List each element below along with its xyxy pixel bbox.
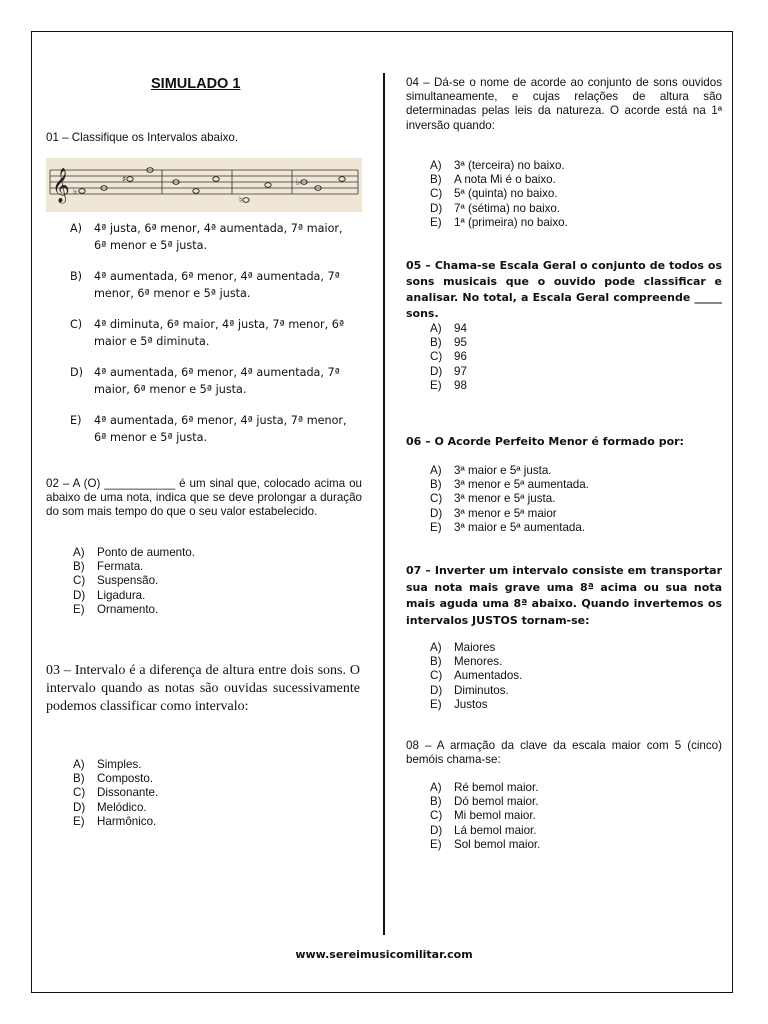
option-c[interactable]: C) Suspensão.: [73, 574, 159, 588]
option-b[interactable]: B) Composto.: [73, 772, 154, 786]
question-4-options: [430, 159, 720, 230]
question-8-options: [430, 781, 720, 852]
question-1-text: 01 – Classifique os Intervalos abaixo.: [46, 131, 239, 144]
option-b[interactable]: B) 3ª menor e 5ª aumentada.: [430, 478, 589, 492]
option-a[interactable]: A) Ré bemol maior.: [430, 781, 539, 794]
question-7-text: 07 – Inverter um intervalo consiste em transportar sua nota mais grave uma 8ª acima ou sua nota mais aguda uma 8ª abaixo. Quando invertemos os intervalos JUSTOS tornam-se:: [406, 564, 722, 627]
page-title: SIMULADO 1: [151, 76, 241, 92]
option-d[interactable]: D) Diminutos.: [430, 683, 509, 697]
svg-text:♭: ♭: [296, 178, 301, 188]
question-3-options: [73, 758, 353, 829]
option-e[interactable]: E) Sol bemol maior.: [430, 837, 541, 851]
column-divider: [383, 73, 385, 935]
option-c[interactable]: C) 96: [430, 350, 467, 364]
option-b[interactable]: B) Dó bemol maior.: [430, 795, 539, 809]
svg-text:♯: ♯: [122, 175, 127, 185]
question-2-options: [73, 546, 353, 617]
option-b[interactable]: B) Fermata.: [73, 560, 144, 574]
svg-text:𝄞: 𝄞: [52, 168, 70, 203]
option-a[interactable]: A) Maiores: [430, 641, 496, 654]
question-1-options: [70, 221, 353, 461]
option-d[interactable]: D) 97: [430, 364, 467, 378]
option-d[interactable]: D) 3ª menor e 5ª maior: [430, 506, 557, 520]
option-c[interactable]: C) Dissonante.: [73, 786, 159, 800]
option-b[interactable]: B) 95: [430, 336, 467, 350]
option-d[interactable]: D) Melódico.: [73, 800, 147, 814]
option-d[interactable]: D) 4ª aumentada, 6ª menor, 4ª aumentada, 7ª maior, 6ª menor e 5ª justa.: [70, 366, 340, 397]
option-e[interactable]: E) Justos: [430, 697, 488, 711]
option-c[interactable]: C) Mi bemol maior.: [430, 809, 536, 823]
option-d[interactable]: D) Lá bemol maior.: [430, 823, 537, 837]
option-c[interactable]: C) 3ª menor e 5ª justa.: [430, 492, 556, 506]
svg-text:♭: ♭: [73, 187, 78, 197]
option-e[interactable]: E) 3ª maior e 5ª aumentada.: [430, 520, 586, 534]
option-d[interactable]: D) 7ª (sétima) no baixo.: [430, 201, 561, 215]
option-a[interactable]: A) Ponto de aumento.: [73, 546, 195, 559]
option-b[interactable]: B) 4ª aumentada, 6ª menor, 4ª aumentada, 7ª menor, 6ª menor e 5ª justa.: [70, 270, 340, 300]
option-c[interactable]: C) 4ª diminuta, 6ª maior, 4ª justa, 7ª menor, 6ª maior e 5ª diminuta.: [70, 318, 345, 348]
question-3-text: 03 – Intervalo é a diferença de altura entre dois sons. O intervalo quando as notas são ouvidas sucessivamente podemos classificar como intervalo:: [46, 663, 360, 714]
option-d[interactable]: D) Ligadura.: [73, 588, 146, 602]
music-staff-image: [46, 158, 362, 212]
question-6-text: 06 – O Acorde Perfeito Menor é formado por:: [406, 435, 684, 448]
question-4-text: 04 – Dá-se o nome de acorde ao conjunto de sons ouvidos simultaneamente, e cujas relações de altura são determinadas pelas leis da natureza. O acorde está na 1ª inversão quando:: [406, 76, 722, 132]
option-e[interactable]: E) 4ª aumentada, 6ª menor, 4ª justa, 7ª menor, 6ª menor e 5ª justa.: [70, 414, 347, 445]
option-e[interactable]: E) Ornamento.: [73, 602, 159, 616]
question-5-options: [430, 322, 720, 393]
option-a[interactable]: A) 3ª maior e 5ª justa.: [430, 464, 552, 477]
option-e[interactable]: E) 98: [430, 378, 467, 392]
footer-link[interactable]: www.sereimusicomilitar.com: [295, 948, 473, 961]
option-e[interactable]: E) 1ª (primeira) no baixo.: [430, 215, 568, 229]
option-e[interactable]: E) Harmônico.: [73, 814, 157, 828]
option-b[interactable]: B) Menores.: [430, 655, 503, 669]
option-a[interactable]: A) Simples.: [73, 758, 142, 771]
question-7-options: [430, 641, 720, 712]
option-c[interactable]: C) Aumentados.: [430, 669, 523, 683]
option-a[interactable]: A) 94: [430, 322, 467, 335]
option-a[interactable]: A) 4ª justa, 6ª menor, 4ª aumentada, 7ª maior, 6ª menor e 5ª justa.: [70, 222, 343, 252]
svg-text:♮: ♮: [239, 196, 243, 206]
option-c[interactable]: C) 5ª (quinta) no baixo.: [430, 187, 558, 201]
question-5-text: 05 – Chama-se Escala Geral o conjunto de todos os sons musicais que o ouvido pode classificar e analisar. No total, a Escala Geral compreende _____ sons.: [406, 259, 722, 320]
option-a[interactable]: A) 3ª (terceira) no baixo.: [430, 159, 565, 172]
option-b[interactable]: B) A nota Mi é o baixo.: [430, 173, 556, 187]
question-8-text: 08 – A armação da clave da escala maior com 5 (cinco) bemóis chama-se:: [406, 739, 722, 767]
question-6-options: [430, 464, 720, 535]
question-2-text: 02 – A (O) ___________ é um sinal que, colocado acima ou abaixo de uma nota, indica que se deve prolongar a duração do som mais tempo do que o seu valor estabelecido.: [46, 477, 362, 519]
